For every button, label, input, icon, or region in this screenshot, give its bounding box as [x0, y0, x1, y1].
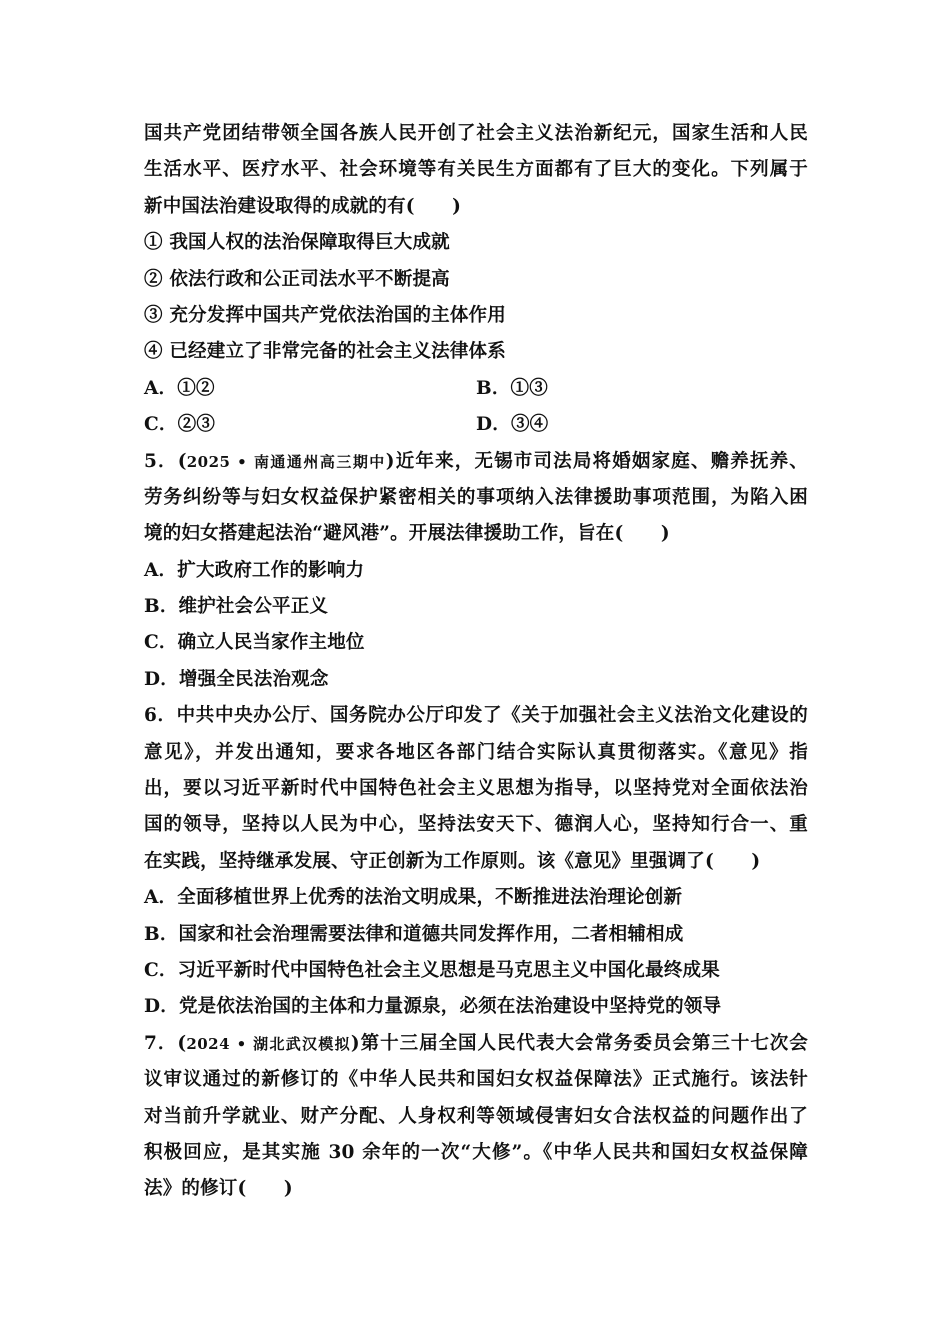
question-6: [144, 698, 808, 1026]
question-5-option-b[interactable]: B．维护社会公平正义: [144, 596, 329, 618]
question-5-option-d[interactable]: D．增强全民法治观念: [144, 668, 329, 690]
question-4-statement-2: ② 依法行政和公正司法水平不断提高: [144, 268, 450, 290]
question-4-stem-line-3: 新中国法治建设取得的成就的有( ): [144, 195, 462, 217]
question-5-stem-line-3: 境的妇女搭建起法治“避风港”。开展法律援助工作，旨在( ): [144, 523, 670, 545]
question-4-option-a[interactable]: A．①②: [144, 377, 215, 399]
question-6-stem-line-3: 出，要以习近平新时代中国特色社会主义思想为指导，以坚持党对全面依法治: [144, 778, 808, 800]
question-4-option-b[interactable]: B．①③: [476, 377, 548, 399]
question-7-source-open: (: [177, 1032, 187, 1054]
question-5-stem-line-2: 劳务纠纷等与妇女权益保护紧密相关的事项纳入法律援助事项范围，为陷入困: [144, 486, 808, 508]
question-7-source-close: ): [350, 1032, 360, 1054]
question-6-stem-line-4: 国的领导，坚持以人民为中心，坚持法安天下、德润人心，坚持知行合一、重: [144, 814, 808, 836]
question-6-option-b[interactable]: B．国家和社会治理需要法律和道德共同发挥作用，二者相辅相成: [144, 923, 684, 945]
question-5-number: 5．: [144, 450, 178, 472]
question-6-option-c[interactable]: C．习近平新时代中国特色社会主义思想是马克思主义中国化最终成果: [144, 959, 720, 981]
question-4-statement-4: ④ 已经建立了非常完备的社会主义法律体系: [144, 341, 506, 363]
question-4-option-d[interactable]: D．③④: [476, 414, 549, 436]
question-4-statement-1: ① 我国人权的法治保障取得巨大成就: [144, 232, 450, 254]
question-4-options-row-2: [144, 407, 808, 443]
question-7-stem-line-2: 议审议通过的新修订的《中华人民共和国妇女权益保障法》正式施行。该法针: [144, 1069, 808, 1091]
question-4-statement-3: ③ 充分发挥中国共产党依法治国的主体作用: [144, 304, 506, 326]
question-7-stem-line-3: 对当前升学就业、财产分配、人身权利等领域侵害妇女合法权益的问题作出了: [144, 1105, 808, 1127]
question-5-source: 2025 • 南通通州高三期中: [186, 452, 386, 471]
question-4-stem-line-1: 国共产党团结带领全国各族人民开创了社会主义法治新纪元，国家生活和人民: [144, 123, 808, 144]
question-5-source-open: (: [177, 450, 187, 472]
question-4-options-row-1: [144, 371, 808, 407]
question-7-stem-line-5: 法》的修订( ): [144, 1178, 293, 1200]
question-7-stem-line-1: [144, 1026, 808, 1062]
question-6-stem-line-2: 意见》，并发出通知，要求各地区各部门结合实际认真贯彻落实。《意见》指: [144, 741, 808, 763]
question-7-source: 2024 • 湖北武汉模拟: [186, 1034, 351, 1053]
question-7-number: 7．: [144, 1032, 178, 1054]
question-5-option-a[interactable]: A．扩大政府工作的影响力: [144, 559, 365, 581]
question-6-option-d[interactable]: D．党是依法治国的主体和力量源泉，必须在法治建设中坚持党的领导: [144, 996, 722, 1018]
question-7-stem-text: 第十三届全国人民代表大会常务委员会第三十七次会: [359, 1032, 808, 1054]
question-5-option-c[interactable]: C．确立人民当家作主地位: [144, 632, 365, 654]
question-4-option-c[interactable]: C．②③: [144, 414, 216, 436]
question-5-stem-text: 近年来，无锡市司法局将婚姻家庭、赡养抚养、: [394, 450, 809, 472]
question-6-stem-line-1: 6．中共中央办公厅、国务院办公厅印发了《关于加强社会主义法治文化建设的: [144, 705, 808, 727]
question-5-source-close: ): [385, 450, 395, 472]
question-page: [144, 116, 808, 1208]
question-7-stem-line-4: 积极回应，是其实施 30 余年的一次“大修”。《中华人民共和国妇女权益保障: [144, 1141, 808, 1163]
question-4: [144, 116, 808, 444]
question-6-stem-line-5: 在实践，坚持继承发展、守正创新为工作原则。该《意见》里强调了( ): [144, 850, 761, 872]
question-7: [144, 1026, 808, 1208]
question-6-option-a[interactable]: A．全面移植世界上优秀的法治文明成果，不断推进法治理论创新: [144, 887, 683, 909]
question-5: [144, 444, 808, 699]
question-5-stem-line-1: [144, 444, 808, 480]
question-4-stem-line-2: 生活水平、医疗水平、社会环境等有关民生方面都有了巨大的变化。下列属于: [144, 159, 808, 181]
